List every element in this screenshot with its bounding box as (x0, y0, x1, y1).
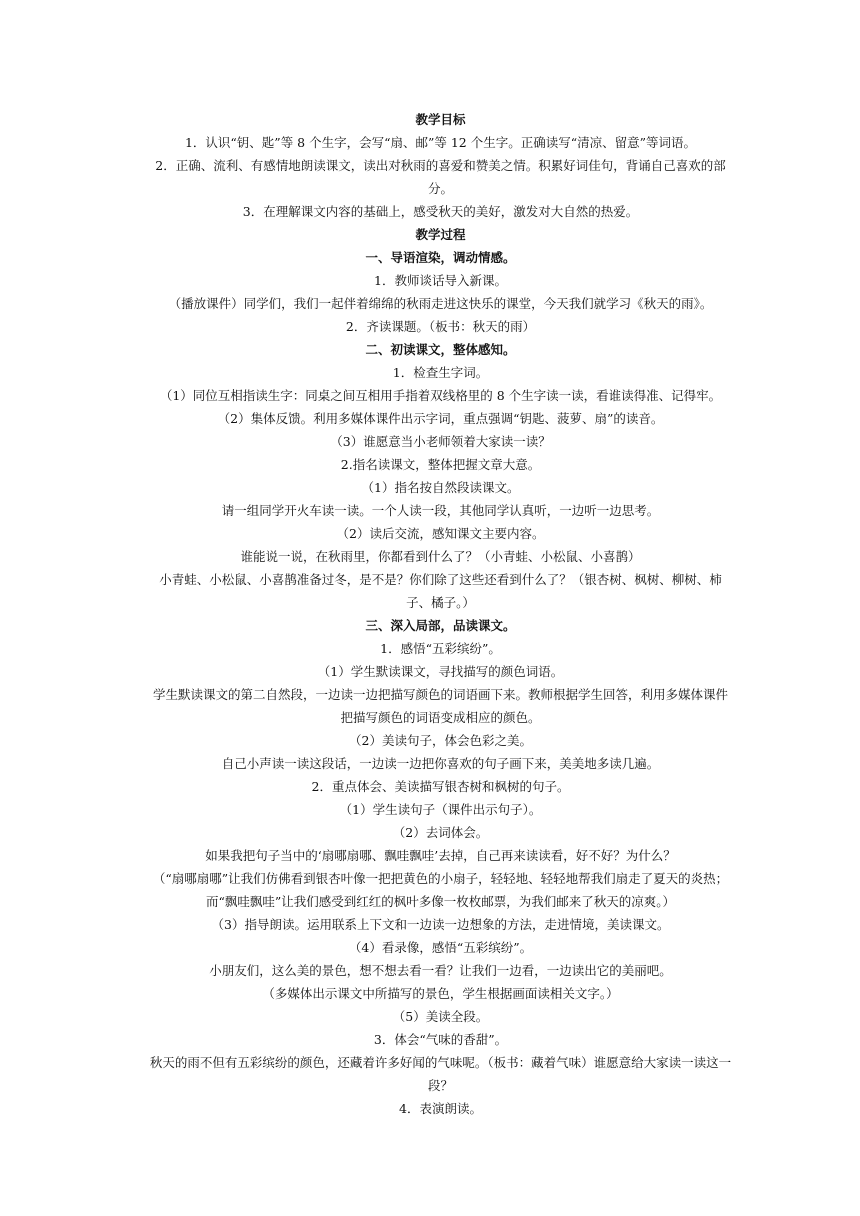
paragraph: （多媒体出示课文中所描写的景色，学生根据画面读相关文字。） (262, 986, 619, 1001)
paragraph: （2）美读句子，体会色彩之美。 (349, 733, 532, 748)
paragraph: （3）指导朗读。运用联系上下文和一边读一边想象的方法，走进情境，美读课文。 (211, 917, 670, 932)
paragraph: （5）美读全段。 (392, 1009, 489, 1024)
section-heading: 教学过程 (415, 227, 466, 242)
paragraph: （3）谁愿意当小老师领着大家读一读？ (330, 434, 551, 449)
document-body (148, 108, 733, 1120)
paragraph: 请一组同学开火车读一读。一个人读一段，其他同学认真听，一边听一边思考。 (221, 503, 660, 518)
paragraph: 小朋友们，这么美的景色，想不想去看一看？让我们一边看，一边读出它的美丽吧。 (209, 963, 672, 978)
paragraph: 2.指名读课文，整体把握文章大意。 (340, 457, 541, 472)
paragraph: 1．检查生字词。 (392, 365, 489, 380)
paragraph: 2．重点体会、美读描写银杏树和枫树的句子。 (311, 779, 570, 794)
paragraph: 学生默读课文的第二自然段，一边读一边把描写颜色的词语画下来。教师根据学生回答，利用多媒体课件把描写颜色的词语变成相应的颜色。 (152, 687, 728, 725)
paragraph: （1）学生读句子（课件出示句子）。 (339, 802, 542, 817)
paragraph: 秋天的雨不但有五彩缤纷的颜色，还藏着许多好闻的气味呢。（板书：藏着气味）谁愿意给大家读一读这一段？ (149, 1055, 732, 1093)
paragraph: （2）集体反馈。利用多媒体课件出示字词，重点强调“钥匙、菠萝、扇”的读音。 (217, 411, 664, 426)
paragraph: （1）学生默读课文，寻找描写的颜色词语。 (317, 664, 564, 679)
section-subheading: 二、初读课文，整体感知。 (365, 342, 516, 357)
section-subheading: 一、导语渲染，调动情感。 (365, 250, 516, 265)
paragraph: 谁能说一说，在秋雨里，你都看到什么了？（小青蛙、小松鼠、小喜鹊） (240, 549, 641, 564)
paragraph: 2．正确、流利、有感情地朗读课文，读出对秋雨的喜爱和赞美之情。积累好词佳句，背诵自己喜欢的部分。 (155, 158, 726, 196)
paragraph: 1．认识“钥、匙”等 8 个生字，会写“扇、邮”等 12 个生字。正确读写“清凉、留意”等词语。 (184, 135, 697, 150)
paragraph: 小青蛙、小松鼠、小喜鹊准备过冬，是不是？你们除了这些还看到什么了？（银杏树、枫树、柳树、柿子、橘子。） (159, 572, 722, 610)
paragraph: 3．体会“气味的香甜”。 (373, 1032, 508, 1047)
section-subheading: 三、深入局部，品读课文。 (365, 618, 516, 633)
paragraph: （2）读后交流，感知课文主要内容。 (336, 526, 545, 541)
paragraph: （4）看录像，感悟“五彩缤纷”。 (348, 940, 533, 955)
paragraph: （“扇哪扇哪”让我们仿佛看到银杏叶像一把把黄色的小扇子，轻轻地、轻轻地帮我们扇走了夏天的炎热；而“飘哇飘哇”让我们感受到红红的枫叶多像一枚枚邮票，为我们邮来了秋天的凉爽。） (152, 871, 729, 909)
paragraph: 4．表演朗读。 (399, 1101, 482, 1116)
paragraph: 2．齐读课题。（板书：秋天的雨） (345, 319, 536, 334)
paragraph: （播放课件）同学们，我们一起伴着绵绵的秋雨走进这快乐的课堂，今天我们就学习《秋天的雨》。 (168, 296, 713, 311)
paragraph: （1）同位互相指读生字：同桌之间互相用手指着双线格里的 8 个生字读一读，看谁读得准、记得牢。 (159, 388, 722, 403)
paragraph: 自己小声读一读这段话，一边读一边把你喜欢的句子画下来，美美地多读几遍。 (221, 756, 660, 771)
paragraph: （2）去词体会。 (392, 825, 489, 840)
paragraph: 如果我把句子当中的‘扇哪扇哪、飘哇飘哇’去掉，自己再来读读看，好不好？为什么？ (205, 848, 676, 863)
paragraph: 1．感悟“五彩缤纷”。 (380, 641, 501, 656)
paragraph: 1．教师谈话导入新课。 (374, 273, 507, 288)
section-heading: 教学目标 (415, 112, 466, 127)
paragraph: 3．在理解课文内容的基础上，感受秋天的美好，激发对大自然的热爱。 (242, 204, 639, 219)
paragraph: （1）指名按自然段读课文。 (361, 480, 520, 495)
